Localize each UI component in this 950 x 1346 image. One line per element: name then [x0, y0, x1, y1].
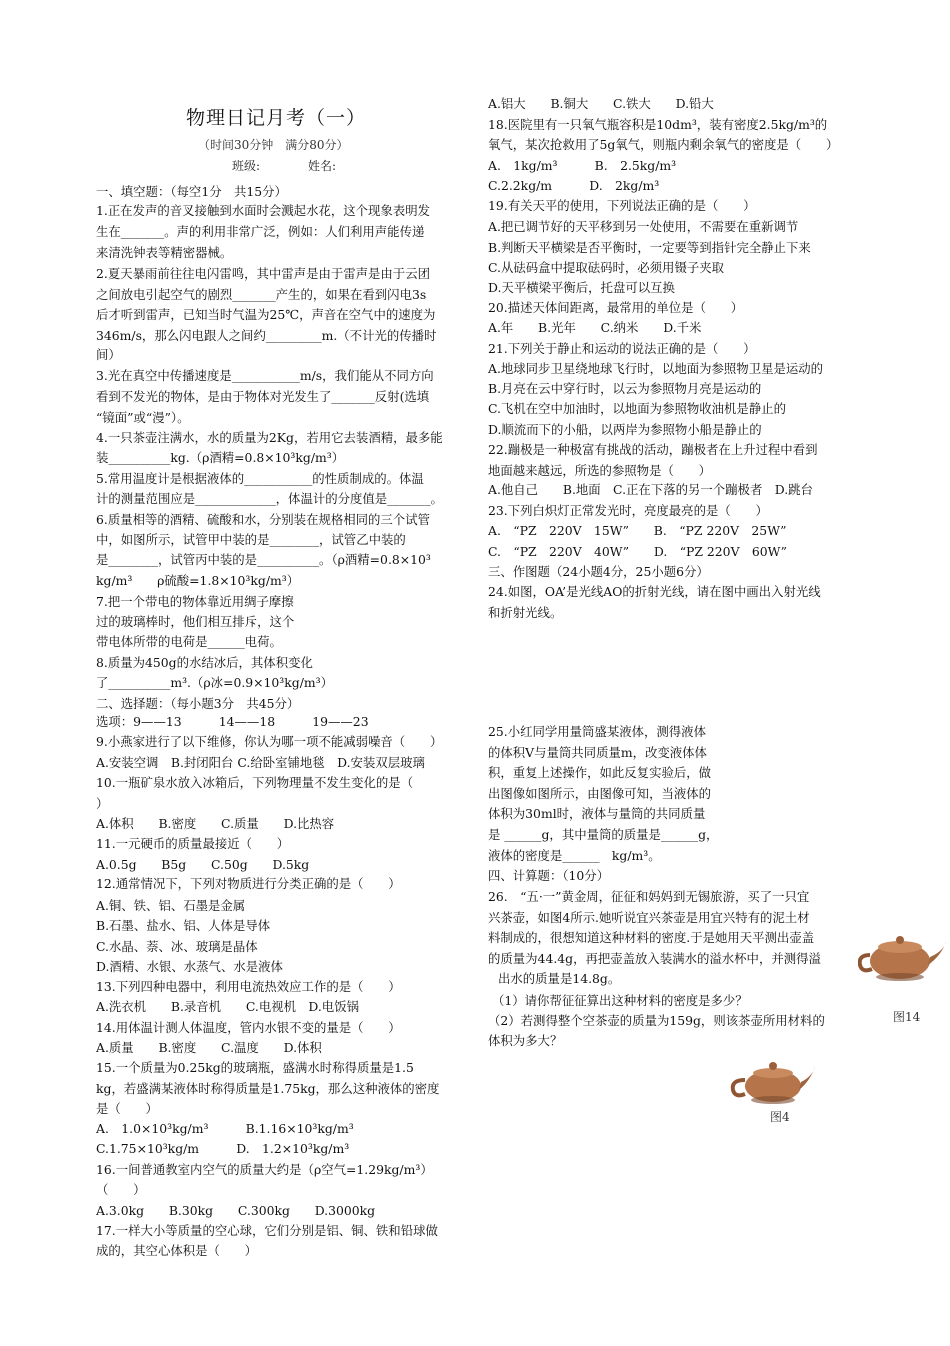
- left-text-line: ）: [96, 796, 109, 811]
- left-text-line: 了__________m³.（ρ冰=0.9×10³kg/m³）: [96, 675, 333, 690]
- right-text-line: 21.下列关于静止和运动的说法正确的是（ ）: [488, 341, 756, 356]
- left-text-line: C.1.75×10³kg/m D. 1.2×10³kg/m³: [96, 1141, 350, 1156]
- right-text-line: A.地球同步卫星绕地球飞行时，以地面为参照物卫星是运动的: [488, 361, 824, 376]
- left-text-line: 是________，试管丙中装的是__________。（ρ酒精=0.8×10³: [96, 552, 431, 567]
- right-text-line: A. 1kg/m³ B. 2.5kg/m³: [488, 158, 677, 173]
- teapot-knob: [896, 936, 904, 944]
- left-text-line: 3.光在真空中传播速度是___________m/s，我们能从不同方向: [96, 368, 434, 383]
- right-text-line: 体积为30ml时，液体与量筒的共同质量: [488, 806, 706, 821]
- left-text-line: 来清洗钟表等精密器械。: [96, 245, 233, 260]
- left-text-line: 成的，其空心体积是（ ）: [96, 1243, 258, 1258]
- left-text-line: 中，如图所示，试管甲中装的是________，试管乙中装的: [96, 532, 406, 547]
- right-text-line: 体积为多大？: [488, 1033, 563, 1048]
- right-text-line: 19.有关天平的使用，下列说法正确的是（ ）: [488, 198, 756, 213]
- left-text-line: 12.通常情况下，下列对物质进行分类正确的是（ ）: [96, 876, 401, 891]
- left-text-line: 15.一个质量为0.25kg的玻璃瓶，盛满水时称得质量是1.5: [96, 1060, 414, 1075]
- right-text-line: D.天平横梁平衡后，托盘可以互换: [488, 280, 675, 295]
- right-text-line: 液体的密度是______ kg/m³。: [488, 848, 661, 863]
- left-text-line: 一、填空题：（每空1分 共15分）: [96, 184, 287, 199]
- teapot-spout: [928, 941, 946, 965]
- right-text-line: 地面越来越远，所选的参照物是（ ）: [488, 463, 712, 478]
- right-text-line: 的质量为44.4g，再把壶盖放入装满水的溢水杯中，并测得溢: [488, 951, 821, 966]
- class-name-line: 班级: 姓名:: [232, 159, 337, 173]
- left-text-line: 之间放电引起空气的剧烈_______产生的，如果在看到闪电3s: [96, 287, 427, 302]
- right-text-line: 兴茶壶，如图4所示.她听说宜兴茶壶是用宜兴特有的泥土材: [488, 910, 810, 925]
- right-text-line: B.月亮在云中穿行时，以云为参照物月亮是运动的: [488, 381, 762, 396]
- teapot-figure-14: [858, 925, 948, 985]
- left-text-line: 13.下列四种电器中，利用电流热效应工作的是（ ）: [96, 979, 401, 994]
- left-text-line: （ ）: [96, 1182, 146, 1197]
- left-text-line: 后才听到雷声，已知当时气温为25℃，声音在空气中的速度为: [96, 307, 436, 322]
- left-text-line: 4.一只茶壶注满水，水的质量为2Kg，若用它去装酒精，最多能: [96, 430, 443, 445]
- left-text-line: 二、选择题：（每小题3分 共45分）: [96, 696, 300, 711]
- left-text-line: “镜面”或“漫”）。: [96, 410, 190, 425]
- right-text-line: 氧气，某次抢救用了5g氧气，则瓶内剩余氧气的密度是（ ）: [488, 137, 839, 152]
- right-text-line: 四、计算题：（10分）: [488, 868, 610, 883]
- left-text-line: 10.一瓶矿泉水放入冰箱后，下列物理量不发生变化的是（: [96, 775, 414, 790]
- page-title: 物理日记月考（一）: [186, 107, 367, 129]
- left-text-line: 16.一间普通教室内空气的质量大约是（ρ空气=1.29kg/m³）: [96, 1162, 433, 1177]
- left-text-line: 8.质量为450g的水结冰后，其体积变化: [96, 655, 313, 670]
- left-text-line: A.洗衣机 B.录音机 C.电视机 D.电饭锅: [96, 999, 359, 1014]
- left-text-line: 带电体所带的电荷是______电荷。: [96, 634, 282, 649]
- right-text-line: 出水的质量是14.8g。: [498, 971, 621, 986]
- right-text-line: 出图像如图所示，由图像可知，当液体的: [488, 786, 712, 801]
- right-text-line: 26. “五·一”黄金周，征征和妈妈到无锡旅游，买了一只宜: [488, 889, 810, 904]
- right-text-line: C.飞机在空中加油时，以地面为参照物收油机是静止的: [488, 401, 786, 416]
- teapot-spout: [799, 1066, 815, 1090]
- teapot-base: [876, 973, 924, 981]
- left-text-line: 是（ ）: [96, 1101, 158, 1116]
- right-text-line: 18.医院里有一只氧气瓶容积是10dm³，装有密度2.5kg/m³的: [488, 117, 828, 132]
- right-text-line: C.从砝码盒中提取砝码时，必须用镊子夹取: [488, 260, 725, 275]
- left-text-line: kg，若盛满某液体时称得质量是1.75kg，那么这种液体的密度: [96, 1081, 440, 1096]
- exam-meta: （时间30分钟 满分80分）: [198, 138, 349, 152]
- right-text-line: A.铝大 B.铜大 C.铁大 D.铅大: [488, 96, 714, 111]
- right-text-line: A.把已调节好的天平移到另一处使用，不需要在重新调节: [488, 219, 799, 234]
- left-text-line: 计的测量范围应是_____________，体温计的分度值是_______。: [96, 491, 443, 506]
- right-text-line: 24.如图，OA’是光线AO的折射光线，请在图中画出入射光线: [488, 584, 821, 599]
- right-text-line: A. “PZ 220V 15W” B. “PZ 220V 25W”: [488, 523, 787, 538]
- teapot-base: [751, 1096, 795, 1104]
- right-text-line: （1）请你帮征征算出这种材料的密度是多少？: [492, 993, 748, 1008]
- right-text-line: C. “PZ 220V 40W” D. “PZ 220V 60W”: [488, 544, 787, 559]
- left-text-line: A.体积 B.密度 C.质量 D.比热容: [96, 816, 335, 831]
- right-text-line: 22.蹦极是一种极富有挑战的活动，蹦极者在上升过程中看到: [488, 442, 818, 457]
- right-text-line: D.顺流而下的小船，以两岸为参照物小船是静止的: [488, 422, 762, 437]
- left-text-line: A. 1.0×10³kg/m³ B.1.16×10³kg/m³: [96, 1121, 354, 1136]
- left-text-line: C.水晶、萘、冰、玻璃是晶体: [96, 939, 258, 954]
- right-text-line: 三、作图题（24小题4分，25小题6分）: [488, 564, 709, 579]
- left-text-line: 14.用体温计测人体温度，管内水银不变的量是（ ）: [96, 1020, 401, 1035]
- right-text-line: A.他自己 B.地面 C.正在下落的另一个蹦极者 D.跳台: [488, 482, 813, 497]
- left-text-line: 11.一元硬币的质量最接近（ ）: [96, 836, 290, 851]
- right-text-line: 和折射光线。: [488, 605, 563, 620]
- right-text-line: 积，重复上述操作，如此反复实验后，做: [488, 765, 712, 780]
- left-text-line: 7.把一个带电的物体靠近用绸子摩擦: [96, 594, 294, 609]
- right-text-line: A.年 B.光年 C.纳米 D.千米: [488, 320, 702, 335]
- left-text-line: A.3.0kg B.30kg C.300kg D.3000kg: [96, 1203, 376, 1218]
- left-text-line: 17.一样大小等质量的空心球，它们分别是铝、铜、铁和铅球做: [96, 1223, 438, 1238]
- left-text-line: A.安装空调 B.封闭阳台 C.给卧室铺地毯 D.安装双层玻璃: [96, 755, 425, 770]
- right-text-line: B.判断天平横梁是否平衡时，一定要等到指针完全静止下来: [488, 240, 811, 255]
- teapot-handle: [733, 1080, 745, 1095]
- left-text-line: 2.夏天暴雨前往往电闪雷鸣，其中雷声是由于雷声是由于云团: [96, 266, 430, 281]
- teapot-knob: [769, 1062, 777, 1070]
- left-text-line: 过的玻璃棒时，他们相互排斥，这个: [96, 614, 295, 629]
- left-text-line: 5.常用温度计是根据液体的___________的性质制成的。体温: [96, 471, 424, 486]
- left-text-line: D.酒精、水银、水蒸气、水是液体: [96, 959, 283, 974]
- left-text-line: 间）: [96, 347, 121, 362]
- teapot-figure-4: [727, 1052, 817, 1108]
- left-text-line: kg/m³ ρ硫酸=1.8×10³kg/m³）: [96, 573, 300, 588]
- right-text-line: 是 ______g，其中量筒的质量是______g，: [488, 827, 719, 842]
- right-text-line: 20.描述天体间距离，最常用的单位是（ ）: [488, 300, 744, 315]
- left-text-line: 9.小燕家进行了以下维修，你认为哪一项不能减弱噪音（ ）: [96, 734, 443, 749]
- left-text-line: 选项：9——13 14——18 19——23: [96, 714, 369, 729]
- right-text-line: 25.小红同学用量筒盛某液体，测得液体: [488, 724, 706, 739]
- right-text-line: 23.下列白炽灯正常发光时，亮度最亮的是（ ）: [488, 503, 768, 518]
- left-text-line: 生在_______。声的利用非常广泛，例如：人们利用声能传递: [96, 224, 425, 239]
- right-text-line: 的体积V与量筒共同质量m，改变液体体: [488, 745, 707, 760]
- left-text-line: 装__________kg.（ρ酒精=0.8×10³kg/m³）: [96, 450, 345, 465]
- right-text-line: 料制成的，很想知道这种材料的密度.于是她用天平测出壶盖: [488, 930, 815, 945]
- right-text-line: （2）若测得整个空茶壶的质量为159g，则该茶壶所用材料的: [488, 1013, 825, 1028]
- left-text-line: 1.正在发声的音叉接触到水面时会溅起水花，这个现象表明发: [96, 203, 430, 218]
- figure-14-caption: 图14: [893, 1010, 921, 1024]
- left-text-line: A.铜、铁、铝、石墨是金属: [96, 898, 246, 913]
- figure-4-caption: 图4: [770, 1110, 790, 1124]
- left-text-line: A.0.5g B5g C.50g D.5kg: [96, 857, 310, 872]
- left-text-line: 看到不发光的物体，是由于物体对光发生了_______反射(选填: [96, 389, 430, 404]
- left-text-line: B.石墨、盐水、铝、人体是导体: [96, 918, 271, 933]
- right-text-line: C.2.2kg/m D. 2kg/m³: [488, 178, 660, 193]
- left-text-line: 6.质量相等的酒精、硫酸和水，分别装在规格相同的三个试管: [96, 512, 430, 527]
- left-text-line: 346m/s，那么闪电跟人之间约_________m.（不计光的传播时: [96, 328, 437, 343]
- left-text-line: A.质量 B.密度 C.温度 D.体积: [96, 1040, 322, 1055]
